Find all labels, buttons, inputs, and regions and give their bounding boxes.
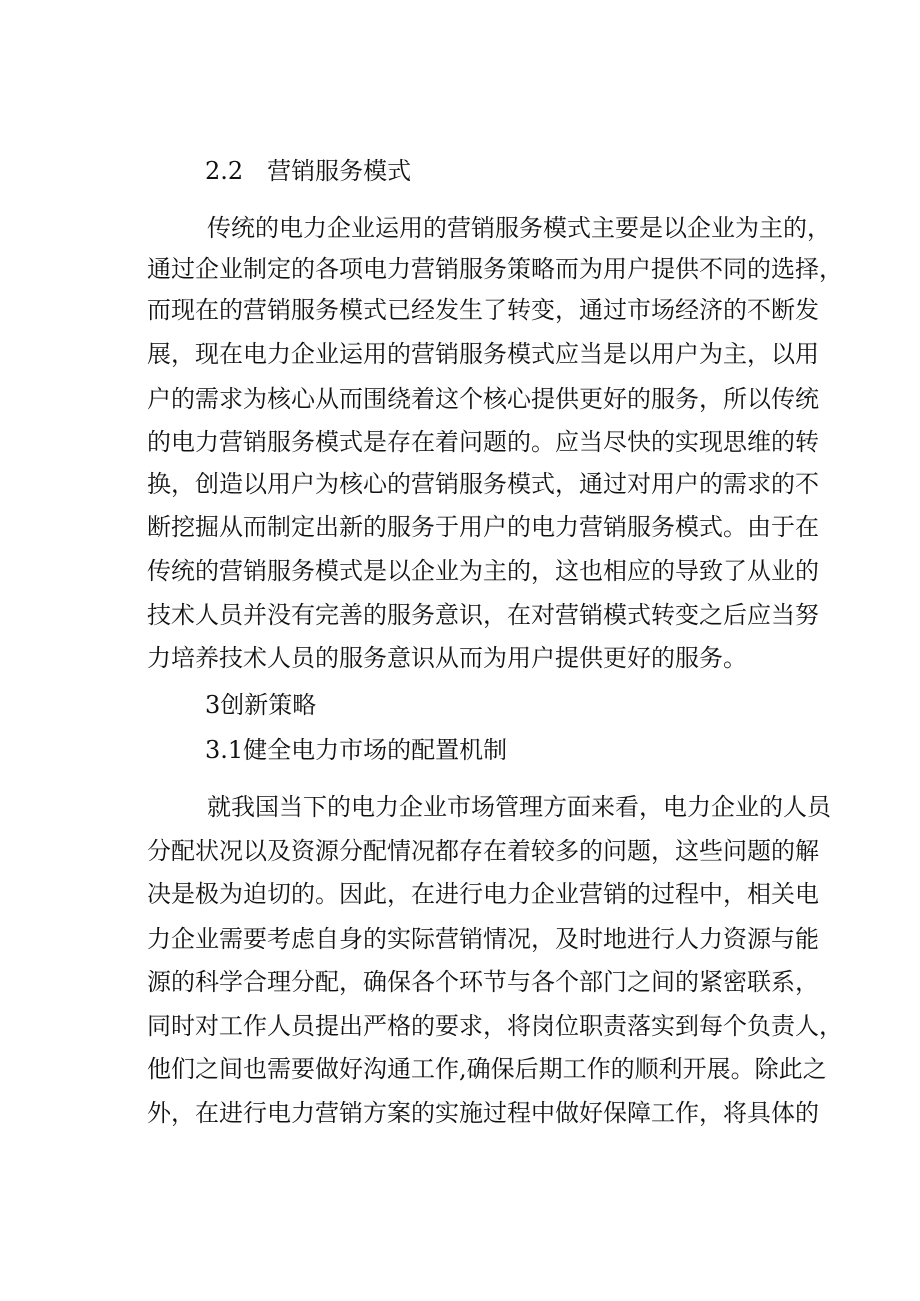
paragraph-line: 而现在的营销服务模式已经发生了转变，通过市场经济的不断发: [147, 296, 819, 324]
paragraph-line-last: 力培养技术人员的服务意识从而为用户提供更好的服务。: [147, 644, 747, 672]
paragraph-line: 换，创造以用户为核心的营销服务模式，通过对用户的需求的不: [147, 470, 819, 498]
paragraph-line: 的电力营销服务模式是存在着问题的。应当尽快的实现思维的转: [147, 428, 819, 456]
paragraph-line: 技术人员并没有完善的服务意识，在对营销模式转变之后应当努: [147, 601, 819, 629]
paragraph-line: 断挖掘从而制定出新的服务于用户的电力营销服务模式。由于在: [147, 513, 819, 541]
paragraph-line: 分配状况以及资源分配情况都存在着较多的问题，这些问题的解: [147, 837, 819, 865]
paragraph-line: 就我国当下的电力企业市场管理方面来看，电力企业的人员: [207, 793, 831, 821]
paragraph-line: 传统的营销服务模式是以企业为主的，这也相应的导致了从业的: [147, 557, 819, 585]
section-heading-3-1: 3.1健全电力市场的配置机制: [205, 736, 508, 764]
section-heading-2-2: 2.2 营销服务模式: [205, 157, 412, 185]
paragraph-line: 他们之间也需要做好沟通工作,确保后期工作的顺利开展。除此之: [147, 1055, 827, 1083]
paragraph-line: 户的需求为核心从而围绕着这个核心提供更好的服务，所以传统: [147, 385, 819, 413]
paragraph-line: 决是极为迫切的。因此，在进行电力企业营销的过程中，相关电: [147, 880, 819, 908]
paragraph-line: 外，在进行电力营销方案的实施过程中做好保障工作，将具体的: [147, 1099, 819, 1127]
paragraph-line: 通过企业制定的各项电力营销服务策略而为用户提供不同的选择，: [147, 255, 843, 283]
paragraph-line: 同时对工作人员提出严格的要求，将岗位职责落实到每个负责人，: [147, 1012, 843, 1040]
paragraph-line: 展，现在电力企业运用的营销服务模式应当是以用户为主，以用: [147, 340, 819, 368]
paragraph-line: 源的科学合理分配，确保各个环节与各个部门之间的紧密联系，: [147, 968, 819, 996]
paragraph-line: 传统的电力企业运用的营销服务模式主要是以企业为主的，: [207, 214, 831, 242]
section-heading-3: 3创新策略: [205, 691, 317, 719]
paragraph-line: 力企业需要考虑自身的实际营销情况，及时地进行人力资源与能: [147, 925, 819, 953]
